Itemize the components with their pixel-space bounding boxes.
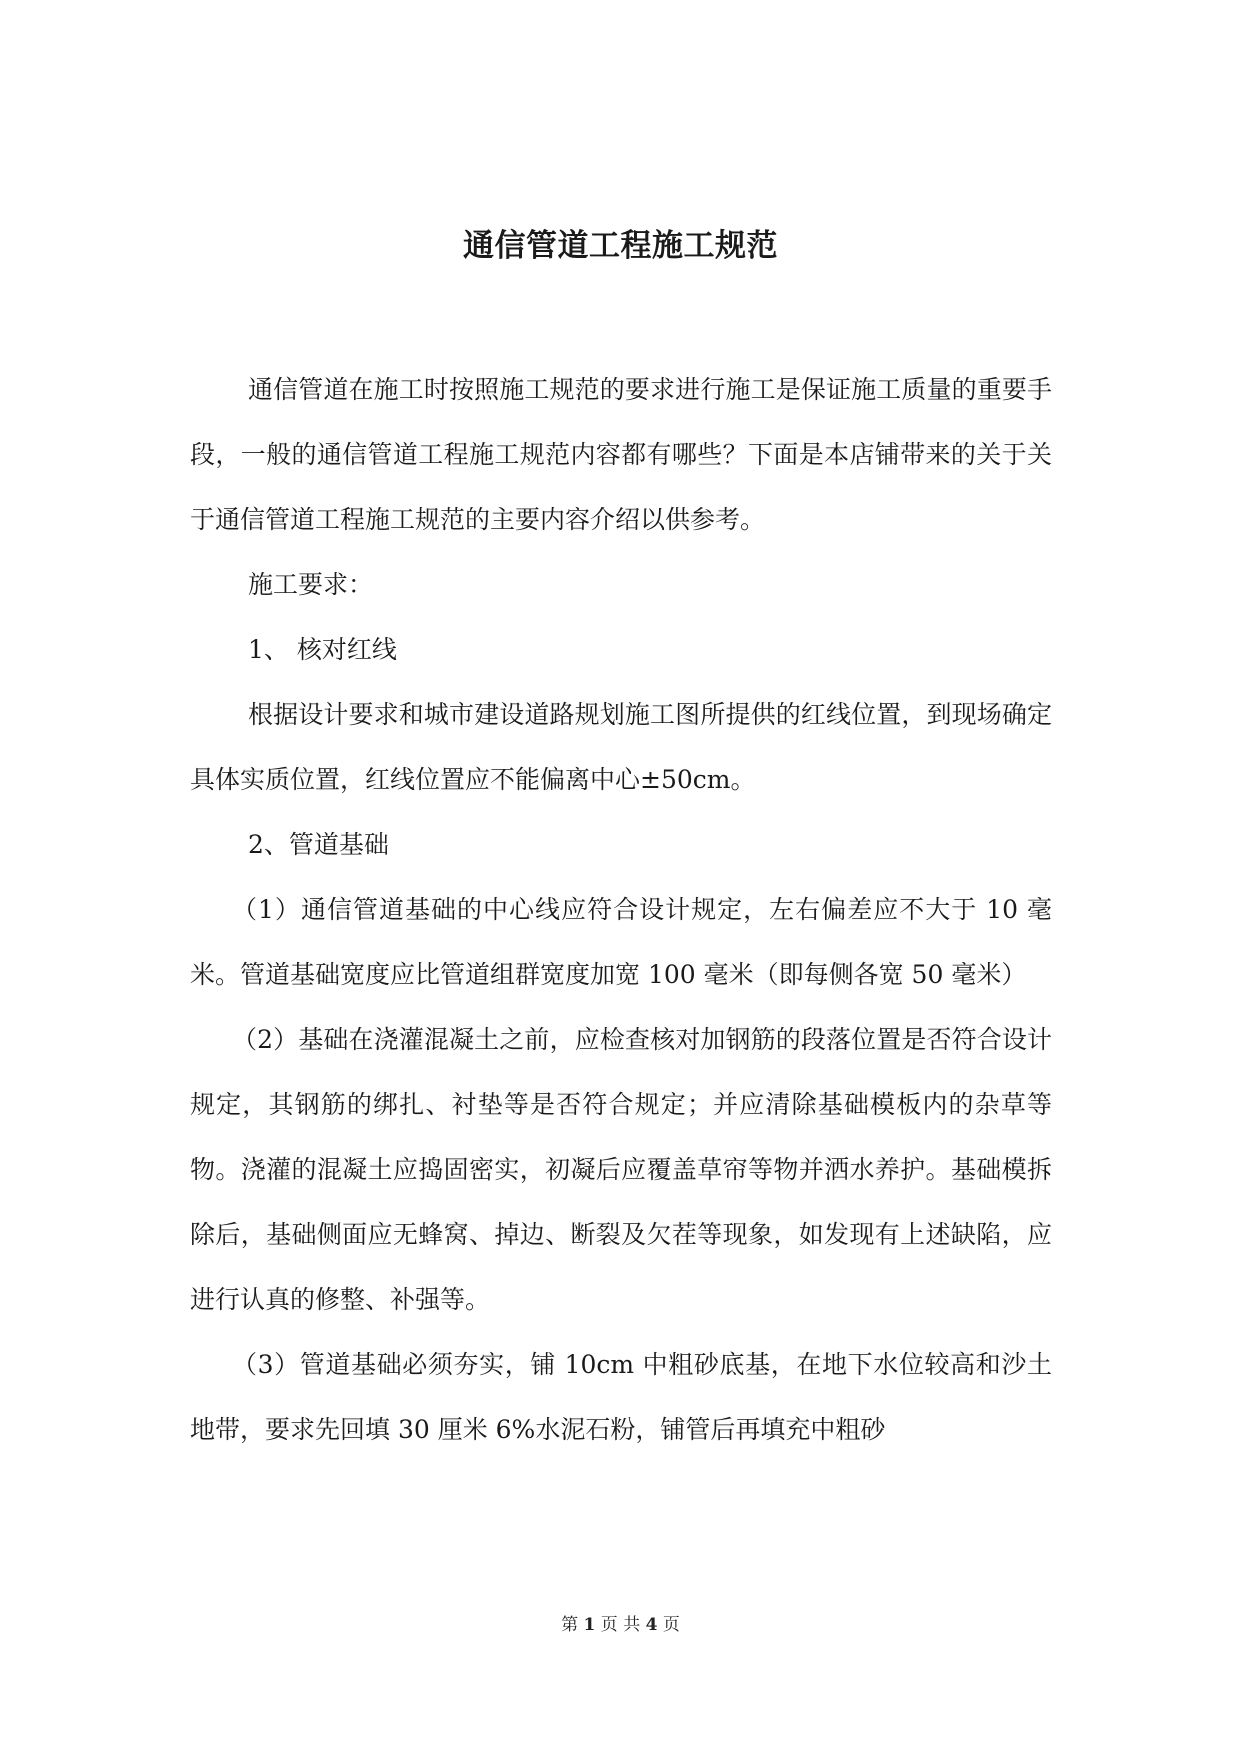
page-footer (0, 1613, 1241, 1637)
footer-prefix: 第 (561, 1615, 579, 1635)
section-heading-requirements: 施工要求： (248, 570, 374, 599)
document-body (190, 357, 1052, 1462)
footer-middle: 页 共 (600, 1615, 641, 1635)
section-heading-check-red-line: 1、 核对红线 (248, 635, 397, 664)
foundation-item-1: （1）通信管道基础的中心线应符合设计规定，左右偏差应不大于 10 毫米。管道基础宽度应比管道组群宽度加宽 100 毫米（即每侧各宽 50 毫米） (190, 895, 1052, 989)
footer-page-number: 1 (583, 1615, 596, 1635)
footer-suffix: 页 (662, 1615, 680, 1635)
document-title: 通信管道工程施工规范 (463, 228, 778, 264)
red-line-paragraph: 根据设计要求和城市建设道路规划施工图所提供的红线位置，到现场确定具体实质位置，红线位置应不能偏离中心±50cm。 (190, 700, 1052, 794)
footer-total-pages: 4 (645, 1615, 658, 1635)
section-heading-pipe-foundation: 2、管道基础 (248, 830, 389, 859)
foundation-item-2: （2）基础在浇灌混凝土之前，应检查核对加钢筋的段落位置是否符合设计规定，其钢筋的绑扎、衬垫等是否符合规定；并应清除基础模板内的杂草等物。浇灌的混凝土应捣固密实，初凝后应覆盖草帘等物并洒水养护。基础模拆除后，基础侧面应无蜂窝、掉边、断裂及欠茬等现象，如发现有上述缺陷，应进行认真的修整、补强等。 (190, 1025, 1052, 1314)
foundation-item-3: （3）管道基础必须夯实，铺 10cm 中粗砂底基，在地下水位较高和沙土地带，要求先回填 30 厘米 6%水泥石粉，铺管后再填充中粗砂 (190, 1350, 1052, 1444)
intro-paragraph: 通信管道在施工时按照施工规范的要求进行施工是保证施工质量的重要手段，一般的通信管道工程施工规范内容都有哪些？下面是本店铺带来的关于关于通信管道工程施工规范的主要内容介绍以供参考。 (190, 375, 1052, 534)
